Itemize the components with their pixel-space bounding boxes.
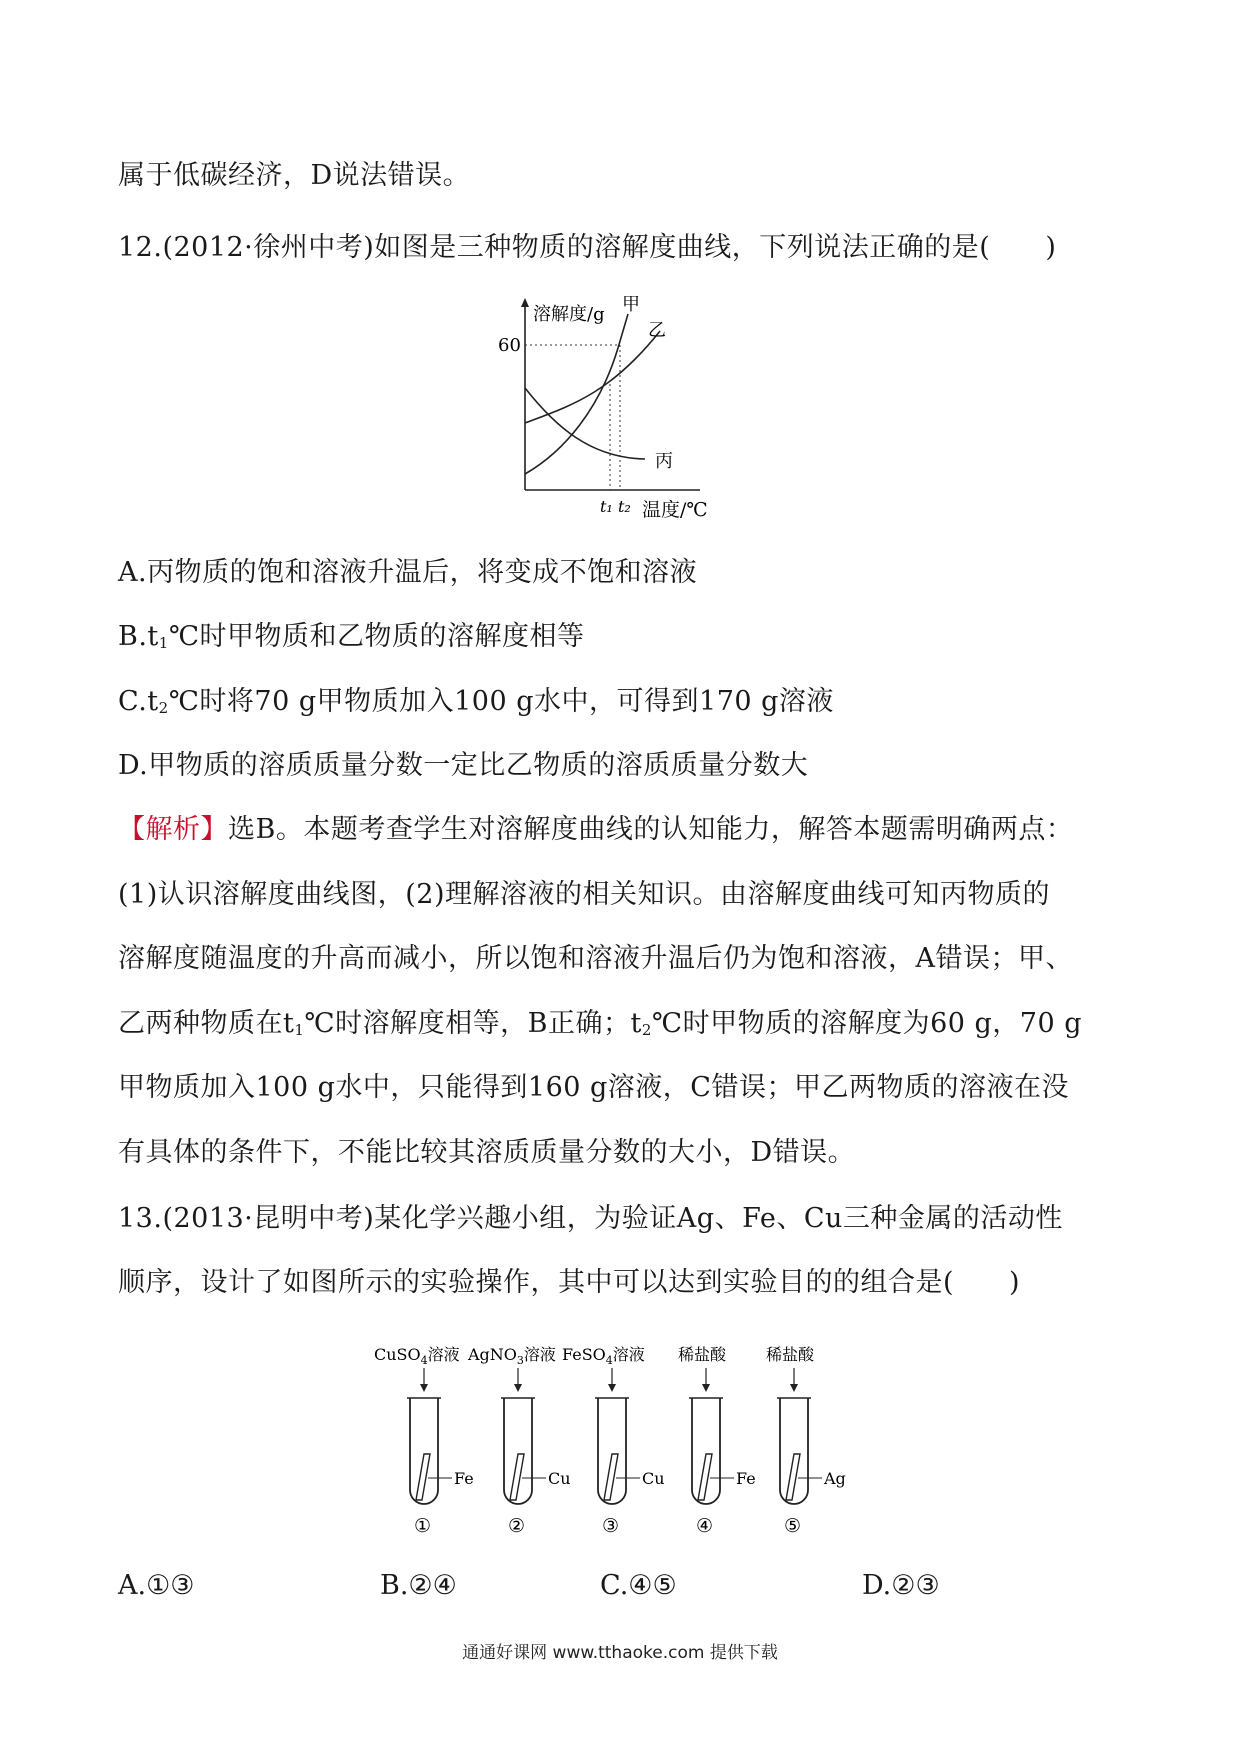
question-12-option-b: $B.t_1℃$时甲物质和乙物质的溶解度相等	[118, 621, 585, 652]
metal-label: Fe	[736, 1469, 756, 1488]
question-13-stem-line-1: 13.(2013·昆明中考)某化学兴趣小组，为验证Ag、Fe、Cu三种金属的活动性	[118, 1203, 1063, 1234]
tube-number: ⑤	[784, 1515, 802, 1537]
analysis-line-1: 【解析】选B。本题考查学生对溶解度曲线的认知能力，解答本题需明确两点：	[118, 814, 1074, 845]
x-axis-label: 温度/℃	[642, 499, 708, 521]
test-tube-3	[562, 1345, 665, 1537]
test-tube-figure	[370, 1340, 870, 1540]
y-axis-arrow	[521, 298, 529, 307]
test-tube-1	[374, 1345, 474, 1537]
question-12-stem: 12.(2012·徐州中考)如图是三种物质的溶解度曲线，下列说法正确的是( )	[118, 232, 1057, 263]
previous-answer-tail: 属于低碳经济，D说法错误。	[118, 160, 471, 191]
reagent-label: FeSO$_4$溶液	[562, 1345, 645, 1367]
y-axis-label: 溶解度/g	[533, 304, 605, 325]
metal-label: Cu	[548, 1469, 571, 1488]
y-tick-60: 60	[498, 335, 521, 356]
curve-bing	[525, 388, 645, 459]
solubility-curve-figure	[490, 296, 750, 530]
series-label-yi: 乙	[648, 320, 666, 341]
analysis-line-5: 甲物质加入100 g水中，只能得到160 g溶液，C错误；甲乙两物质的溶液在没	[118, 1072, 1069, 1103]
page-footer: 通通好课网 www.tthaoke.com 提供下载	[462, 1643, 778, 1663]
question-12-option-a: A.丙物质的饱和溶液升温后，将变成不饱和溶液	[118, 557, 698, 588]
question-13-option-c: C.④⑤	[600, 1570, 677, 1601]
analysis-line-3: 溶解度随温度的升高而减小，所以饱和溶液升温后仍为饱和溶液，A错误；甲、	[118, 943, 1073, 974]
reagent-label: CuSO$_4$溶液	[374, 1345, 460, 1367]
question-13-option-d: D.②③	[862, 1570, 940, 1601]
question-12-option-c: $C.t_2℃$时将70 g甲物质加入100 g水中，可得到170 g溶液	[118, 686, 834, 717]
question-13-option-b: B.②④	[380, 1570, 457, 1601]
curve-jia	[525, 314, 628, 474]
analysis-line-4: 乙两种物质在$t_1℃$时溶解度相等，B正确；$t_2℃$时甲物质的溶解度为60 g，70 g	[118, 1008, 1083, 1039]
tube-number: ③	[602, 1515, 620, 1537]
question-13-stem-line-2: 顺序，设计了如图所示的实验操作，其中可以达到实验目的的组合是( )	[118, 1267, 1021, 1298]
metal-strip	[698, 1454, 712, 1500]
metal-label: Cu	[642, 1469, 665, 1488]
analysis-line-2: (1)认识溶解度曲线图，(2)理解溶液的相关知识。由溶解度曲线可知丙物质的	[118, 879, 1050, 910]
metal-label: Fe	[454, 1469, 474, 1488]
metal-strip	[786, 1454, 800, 1500]
tube-number: ④	[696, 1515, 714, 1537]
test-tube-5	[766, 1345, 846, 1537]
question-12-option-d: D.甲物质的溶质质量分数一定比乙物质的溶质质量分数大	[118, 750, 809, 781]
test-tube-2	[467, 1345, 571, 1537]
x-tick-t2: t₂	[618, 497, 631, 516]
reagent-label: 稀盐酸	[766, 1345, 815, 1364]
question-13-option-a: A.①③	[118, 1570, 195, 1601]
metal-strip	[416, 1454, 430, 1500]
series-label-jia: 甲	[622, 296, 640, 315]
x-tick-t1: t₁	[600, 497, 613, 516]
analysis-tag: 【解析】	[118, 814, 228, 845]
metal-strip	[510, 1454, 524, 1500]
analysis-line-6: 有具体的条件下，不能比较其溶质质量分数的大小，D错误。	[118, 1137, 856, 1168]
metal-label: Ag	[824, 1469, 846, 1488]
metal-strip	[604, 1454, 618, 1500]
series-label-bing: 丙	[655, 451, 673, 472]
tube-number: ①	[414, 1515, 432, 1537]
reagent-label: AgNO$_3$溶液	[468, 1345, 556, 1367]
reagent-label: 稀盐酸	[678, 1345, 727, 1364]
test-tube-4	[678, 1345, 756, 1537]
tube-number: ②	[508, 1515, 526, 1537]
